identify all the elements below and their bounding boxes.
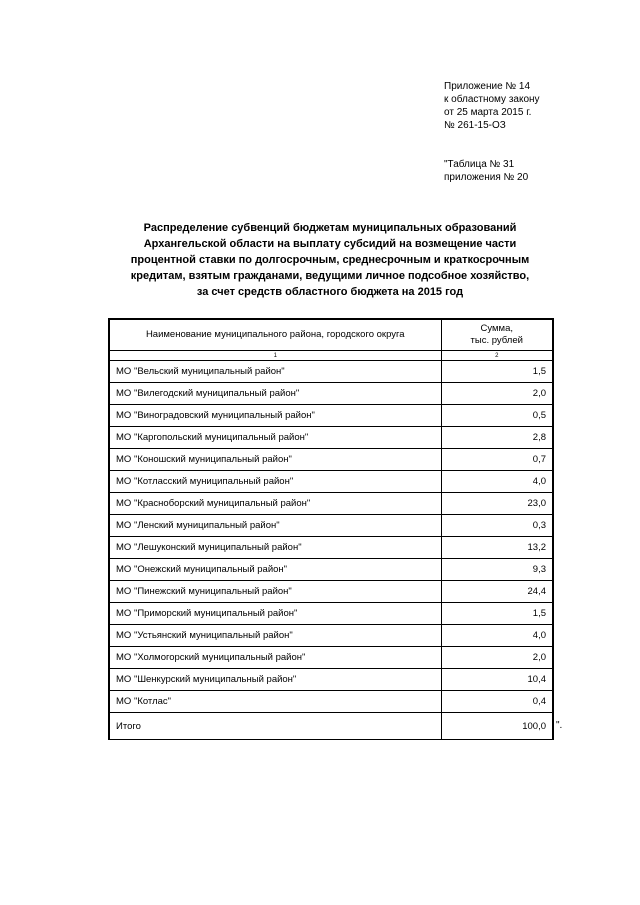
municipality-name: МО "Коношский муниципальный район": [109, 449, 441, 471]
subvention-amount: 0,5: [441, 405, 553, 427]
header-sum-line: Сумма,: [480, 323, 513, 334]
title-line: за счет средств областного бюджета на 2015 год: [196, 286, 464, 298]
municipality-name: МО "Приморский муниципальный район": [109, 603, 441, 625]
municipality-name: МО "Каргопольский муниципальный район": [109, 427, 441, 449]
subvention-amount: 13,2: [441, 537, 553, 559]
appendix-line: № 261-15-ОЗ: [444, 120, 506, 131]
table-row: [109, 383, 553, 405]
municipality-name: МО "Холмогорский муниципальный район": [109, 647, 441, 669]
municipality-name: МО "Виноградовский муниципальный район": [109, 405, 441, 427]
total-label: Итого: [109, 713, 441, 740]
municipality-name: МО "Котласский муниципальный район": [109, 471, 441, 493]
subvention-amount: 2,8: [441, 427, 553, 449]
table-row: [109, 603, 553, 625]
table-row: [109, 537, 553, 559]
table-row: [109, 647, 553, 669]
table-row: [109, 427, 553, 449]
table-row: [109, 625, 553, 647]
municipality-name: МО "Котлас": [109, 691, 441, 713]
table-reference-line: приложения № 20: [444, 172, 529, 183]
municipality-name: МО "Красноборский муниципальный район": [109, 493, 441, 515]
subvention-amount: 1,5: [441, 603, 553, 625]
subvention-amount: 10,4: [441, 669, 553, 691]
subvention-amount: 1,5: [441, 361, 553, 383]
table-row: [109, 361, 553, 383]
table-header-row: [109, 319, 553, 351]
subvention-amount: 0,7: [441, 449, 553, 471]
subvention-amount: 0,3: [441, 515, 553, 537]
subvention-amount: 2,0: [441, 647, 553, 669]
title-line: Архангельской области на выплату субсидий на возмещение части: [143, 238, 517, 250]
subvention-table: [108, 318, 554, 740]
title-line: кредитам, взятым гражданами, ведущими личное подсобное хозяйство,: [130, 270, 530, 282]
municipality-name: МО "Вельский муниципальный район": [109, 361, 441, 383]
municipality-name: МО "Шенкурский муниципальный район": [109, 669, 441, 691]
subvention-amount: 9,3: [441, 559, 553, 581]
column-number: 1: [109, 351, 441, 361]
appendix-line: к областному закону: [444, 94, 540, 105]
total-value: 100,0: [441, 713, 553, 740]
municipality-name: МО "Пинежский муниципальный район": [109, 581, 441, 603]
table-row: [109, 669, 553, 691]
column-number-row: [109, 351, 553, 361]
municipality-name: МО "Онежский муниципальный район": [109, 559, 441, 581]
table-row: [109, 559, 553, 581]
table-row: [109, 691, 553, 713]
subvention-amount: 4,0: [441, 471, 553, 493]
header-sum: [441, 319, 553, 351]
appendix-line: Приложение № 14: [444, 81, 531, 92]
subvention-amount: 23,0: [441, 493, 553, 515]
total-row: [109, 713, 553, 740]
subvention-amount: 24,4: [441, 581, 553, 603]
municipality-name: МО "Лешуконский муниципальный район": [109, 537, 441, 559]
closing-quote: ".: [556, 720, 563, 731]
table-row: [109, 515, 553, 537]
table-body: [109, 361, 553, 713]
appendix-line: от 25 марта 2015 г.: [444, 107, 532, 118]
document-title: [100, 220, 560, 300]
table-reference: [444, 158, 528, 184]
table-row: [109, 449, 553, 471]
header-sum-line: тыс. рублей: [470, 335, 523, 346]
table-row: [109, 581, 553, 603]
subvention-amount: 2,0: [441, 383, 553, 405]
title-line: процентной ставки по долгосрочным, среднесрочным и краткосрочным: [130, 254, 530, 266]
appendix-reference: [444, 80, 540, 132]
table-row: [109, 471, 553, 493]
municipality-name: МО "Устьянский муниципальный район": [109, 625, 441, 647]
title-line: Распределение субвенций бюджетам муниципальных образований: [143, 222, 517, 234]
municipality-name: МО "Ленский муниципальный район": [109, 515, 441, 537]
subvention-amount: 4,0: [441, 625, 553, 647]
municipality-name: МО "Вилегодский муниципальный район": [109, 383, 441, 405]
table-row: [109, 493, 553, 515]
table-row: [109, 405, 553, 427]
subvention-amount: 0,4: [441, 691, 553, 713]
table-reference-line: "Таблица № 31: [444, 159, 515, 170]
column-number: 2: [441, 351, 553, 361]
header-municipality: Наименование муниципального района, городского округа: [109, 319, 441, 351]
